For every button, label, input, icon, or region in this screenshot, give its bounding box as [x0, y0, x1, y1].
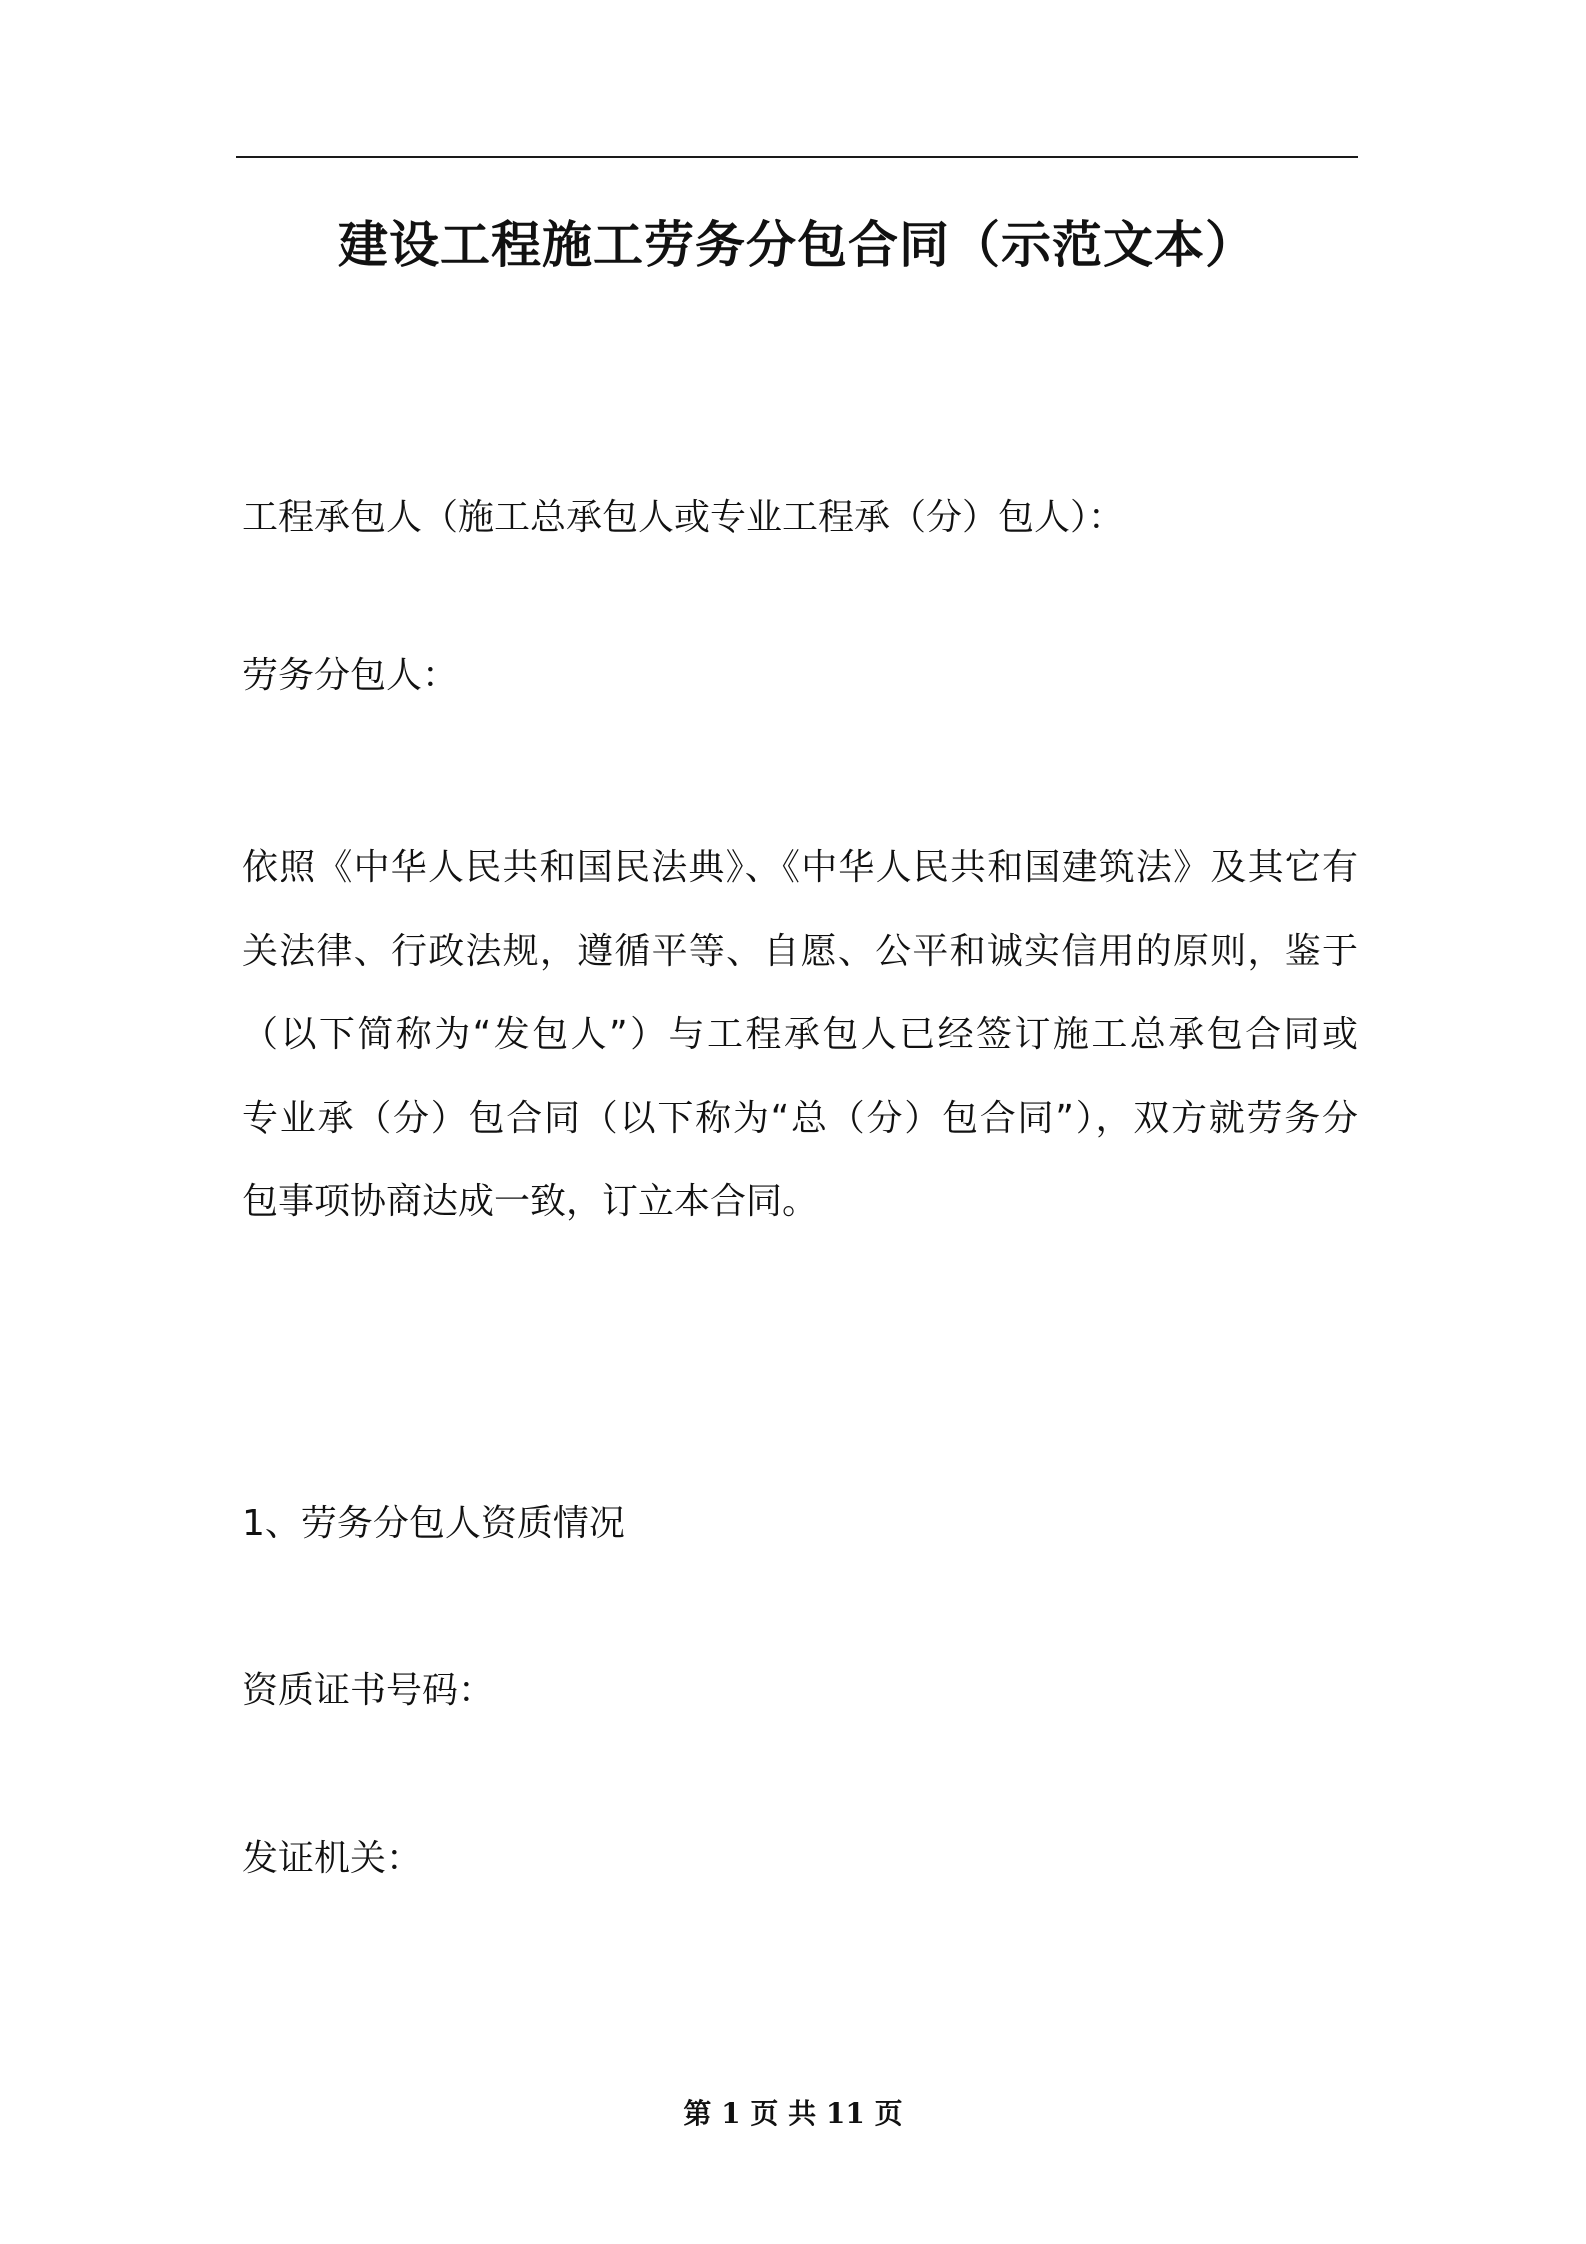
- preamble-line: 关法律、行政法规，遵循平等、自愿、公平和诚实信用的原则，鉴于: [242, 930, 1358, 972]
- section-1-heading: 1、劳务分包人资质情况: [242, 1503, 625, 1544]
- subcontractor-label: 劳务分包人：: [242, 655, 459, 696]
- preamble-line: 包事项协商达成一致，订立本合同。: [242, 1181, 819, 1222]
- preamble-paragraph: [242, 826, 1358, 1244]
- preamble-line: 依照《中华人民共和国民法典》、《中华人民共和国建筑法》及其它有: [242, 847, 1358, 888]
- header-rule: [236, 156, 1358, 158]
- contractor-label: 工程承包人（施工总承包人或专业工程承（分）包人）：: [242, 497, 1125, 538]
- preamble-line: （以下简称为“发包人”）与工程承包人已经签订施工总承包合同或: [242, 1014, 1358, 1055]
- issuing-authority-label: 发证机关：: [242, 1838, 423, 1879]
- page-footer: 第 1 页 共 11 页: [683, 2097, 903, 2130]
- document-title: 建设工程施工劳务分包合同（示范文本）: [338, 216, 1256, 274]
- cert-number-label: 资质证书号码：: [242, 1670, 495, 1711]
- preamble-line: 专业承（分）包合同（以下称为“总（分）包合同”），双方就劳务分: [242, 1097, 1358, 1139]
